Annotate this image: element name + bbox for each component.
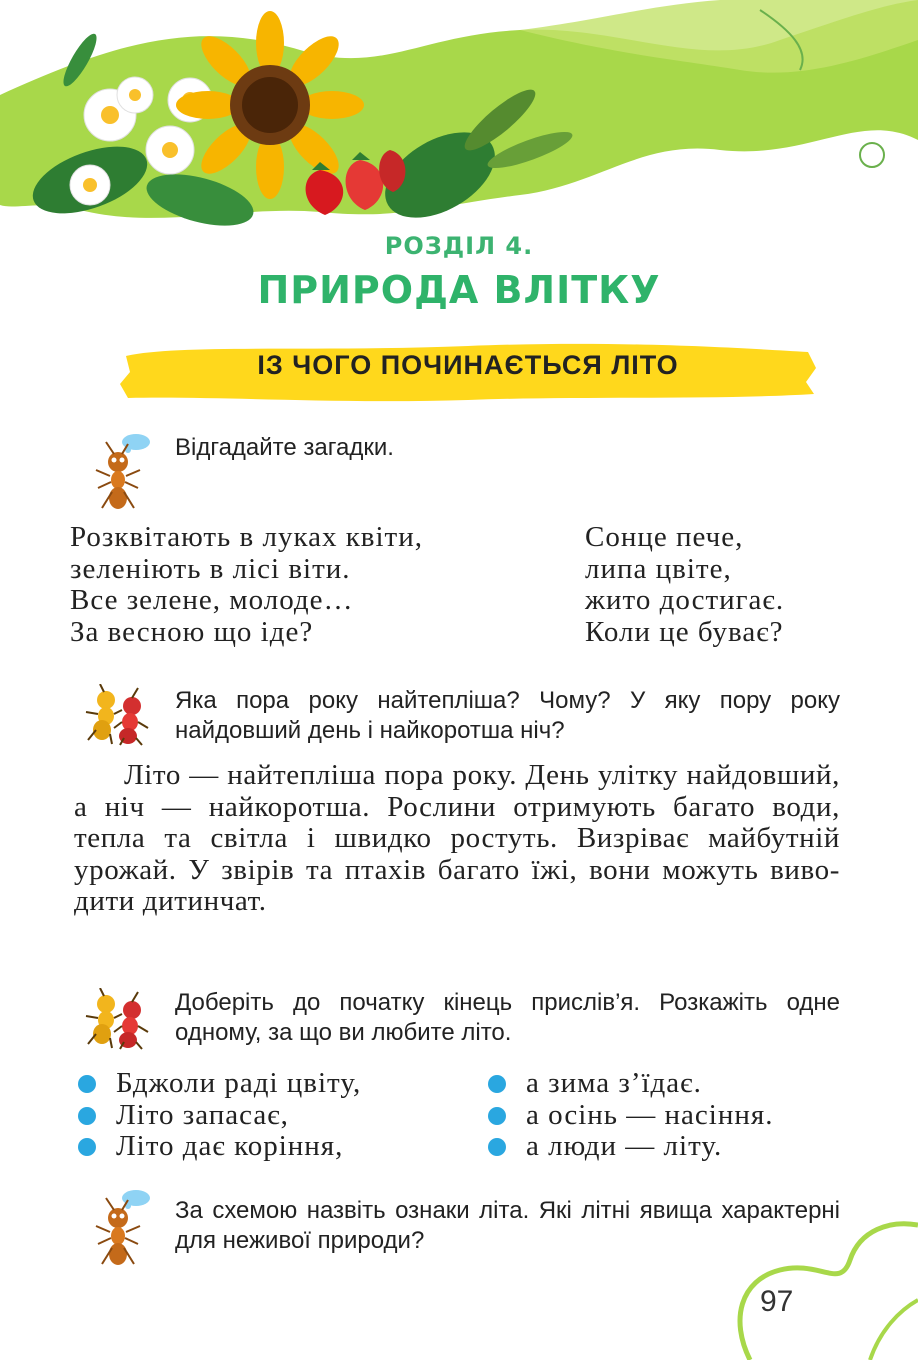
bullet-dot-icon xyxy=(488,1138,506,1156)
reading-text xyxy=(74,760,840,918)
list-item xyxy=(76,1100,361,1132)
reading-paragraph: Літо — найтепліша пора року. День улітку найдовший, а ніч — найкоротша. Рослини отримують багато води, тепла та світла і швидко ростуть. Визріває майбутній урожай. У звірів та птахів багато їжі, вони можуть виво-дити дитинчат. xyxy=(74,759,840,917)
ants-pair-icon xyxy=(84,988,154,1050)
list-item-text: Літо запасає, xyxy=(116,1098,289,1131)
list-item-text: Літо дає коріння, xyxy=(116,1130,344,1162)
riddle-line: жито достигає. xyxy=(585,584,785,616)
riddle-right xyxy=(585,522,784,648)
list-item xyxy=(76,1068,361,1100)
list-item-text: а люди — літу. xyxy=(526,1130,723,1162)
task-instruction: Відгадайте загадки. xyxy=(175,434,394,461)
riddle-line: Коли це буває? xyxy=(585,615,784,648)
list-item-text: а осінь — насіння. xyxy=(526,1098,774,1131)
section-title: ПРИРОДА ВЛІТКУ xyxy=(257,268,661,312)
task-instruction: Доберіть до початку кінець прислів’я. Розкажіть одне одному, за що ви любите літо. xyxy=(175,989,840,1046)
page-number: 97 xyxy=(760,1285,794,1318)
ant-thinking-icon xyxy=(88,1188,156,1268)
list-item-text: Бджоли раді цвіту, xyxy=(116,1067,362,1099)
bullet-dot-icon xyxy=(78,1075,96,1093)
section-label: РОЗДІЛ 4. xyxy=(384,232,534,260)
list-item xyxy=(486,1068,773,1100)
lesson-title: ІЗ ЧОГО ПОЧИНАЄТЬСЯ ЛІТО xyxy=(257,350,679,380)
riddle-line: За весною що іде? xyxy=(70,615,314,648)
task-instruction: За схемою назвіть ознаки літа. Які літні явища характерні для неживої природи? xyxy=(175,1197,840,1254)
riddle-line: липа цвіте, xyxy=(585,552,732,585)
list-item xyxy=(76,1131,361,1163)
list-item xyxy=(486,1100,773,1132)
bullet-dot-icon xyxy=(488,1107,506,1125)
bullet-dot-icon xyxy=(78,1138,96,1156)
list-item xyxy=(486,1131,773,1163)
list-item-text: а зима з’їдає. xyxy=(526,1067,702,1099)
riddle-left xyxy=(70,522,423,648)
page-corner-decoration xyxy=(720,1220,918,1360)
header-banner-illustration xyxy=(0,0,918,240)
riddle-line: зеленіють в лісі віти. xyxy=(70,552,351,585)
proverb-endings xyxy=(486,1068,773,1163)
bullet-dot-icon xyxy=(78,1107,96,1125)
ants-pair-icon xyxy=(84,684,154,746)
proverb-beginnings xyxy=(76,1068,361,1163)
task-instruction: Яка пора року найтепліша? Чому? У яку пору року найдовший день і найкоротша ніч? xyxy=(175,687,840,744)
riddle-line: Все зелене, молоде… xyxy=(70,584,354,616)
riddle-line: Сонце пече, xyxy=(585,521,744,553)
bullet-dot-icon xyxy=(488,1075,506,1093)
ant-thinking-icon xyxy=(88,432,156,512)
riddle-line: Розквітають в луках квіти, xyxy=(70,521,424,553)
